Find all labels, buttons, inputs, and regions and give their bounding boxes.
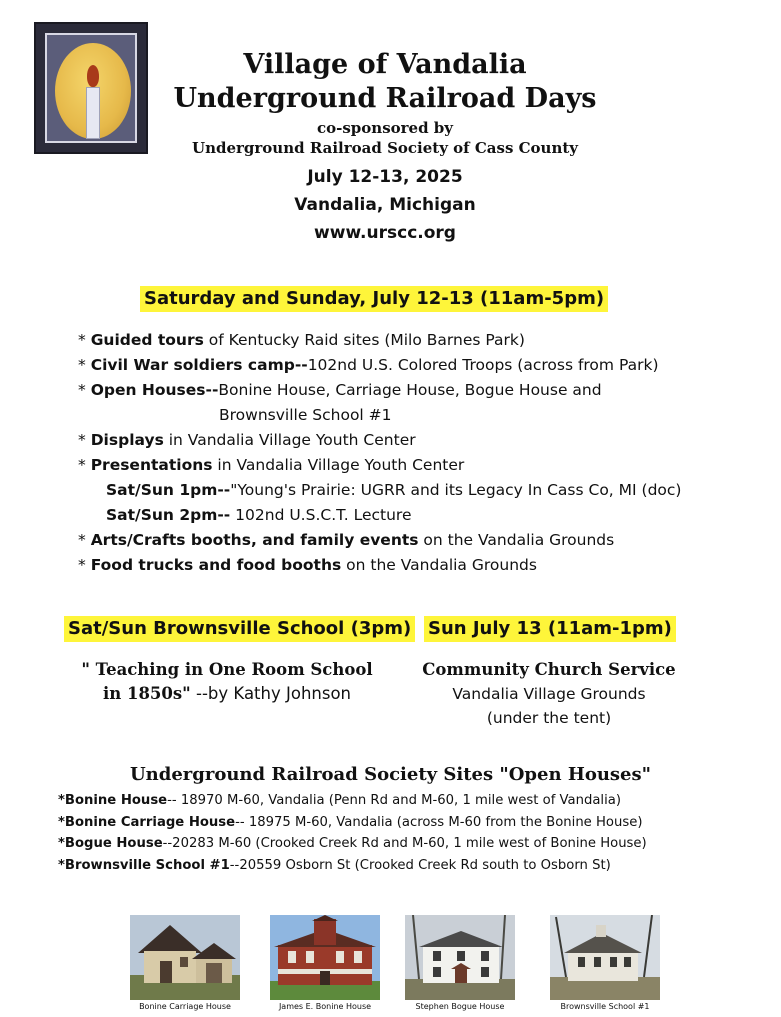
sites-list xyxy=(58,790,768,876)
church-note: (under the tent) xyxy=(486,709,612,727)
photo-caption: James E. Bonine House xyxy=(278,1002,372,1011)
event-item-continued: Brownsville School #1 xyxy=(219,406,392,424)
bogue-house-photo xyxy=(405,915,515,1000)
site-item: *Brownsville School #1--20559 Osborn St (Crooked Creek Rd south to Osborn St) xyxy=(58,857,611,873)
event-list xyxy=(78,328,768,578)
teaching-presentation xyxy=(62,658,392,706)
logo-frame xyxy=(45,33,137,143)
bonine-house-photo xyxy=(270,915,380,1000)
carriage-house-photo xyxy=(130,915,240,1000)
event-item: * Guided tours of Kentucky Raid sites (Milo Barnes Park) xyxy=(78,331,525,349)
candle-icon xyxy=(86,87,100,139)
school-heading: Sat/Sun Brownsville School (3pm) xyxy=(64,616,415,642)
sponsor-name: Underground Railroad Society of Cass County xyxy=(191,139,579,157)
event-item: * Arts/Crafts booths, and family events on the Vandalia Grounds xyxy=(78,531,615,549)
church-location: Vandalia Village Grounds xyxy=(452,685,646,703)
teaching-subtitle: in 1850s" --by Kathy Johnson xyxy=(102,684,352,703)
site-item: *Bonine Carriage House-- 18975 M-60, Vandalia (across M-60 from the Bonine House) xyxy=(58,814,643,830)
title-line-1: Village of Vandalia xyxy=(243,49,527,80)
presentation-item: Sat/Sun 1pm--"Young's Prairie: UGRR and its Legacy In Cass Co, MI (doc) xyxy=(106,481,682,499)
sites-heading: Underground Railroad Society Sites "Open Houses" xyxy=(129,764,652,785)
title-line-2: Underground Railroad Days xyxy=(173,83,597,114)
site-item: *Bonine House-- 18970 M-60, Vandalia (Penn Rd and M-60, 1 mile west of Vandalia) xyxy=(58,793,621,808)
event-dates: July 12-13, 2025 xyxy=(307,167,463,187)
event-item: * Displays in Vandalia Village Youth Center xyxy=(78,431,416,449)
church-service xyxy=(404,658,694,730)
flyer-header xyxy=(150,48,620,247)
flame-icon xyxy=(87,65,99,87)
photo-caption: Stephen Bogue House xyxy=(415,1002,505,1011)
main-schedule-heading: Saturday and Sunday, July 12-13 (11am-5pm) xyxy=(140,286,608,312)
candle-logo xyxy=(34,22,148,154)
school-photo xyxy=(550,915,660,1000)
teaching-title: " Teaching in One Room School xyxy=(81,660,373,679)
event-item: * Civil War soldiers camp--102nd U.S. Colored Troops (across from Park) xyxy=(78,356,659,374)
site-item: *Bogue House--20283 M-60 (Crooked Creek Rd and M-60, 1 mile west of Bonine House) xyxy=(58,836,647,851)
photo-caption: Brownsville School #1 xyxy=(560,1002,650,1011)
event-item: * Open Houses--Bonine House, Carriage House, Bogue House and xyxy=(78,381,602,399)
event-location: Vandalia, Michigan xyxy=(294,195,476,215)
event-item: * Food trucks and food booths on the Vandalia Grounds xyxy=(78,556,537,574)
cosponsored-label: co-sponsored by xyxy=(316,119,454,137)
church-title: Community Church Service xyxy=(422,660,676,679)
website: www.urscc.org xyxy=(314,223,456,243)
photo-caption: Bonine Carriage House xyxy=(139,1002,231,1011)
presentation-item: Sat/Sun 2pm-- 102nd U.S.C.T. Lecture xyxy=(106,506,412,524)
event-item: * Presentations in Vandalia Village Youth Center xyxy=(78,456,465,474)
sunday-heading: Sun July 13 (11am-1pm) xyxy=(424,616,676,642)
